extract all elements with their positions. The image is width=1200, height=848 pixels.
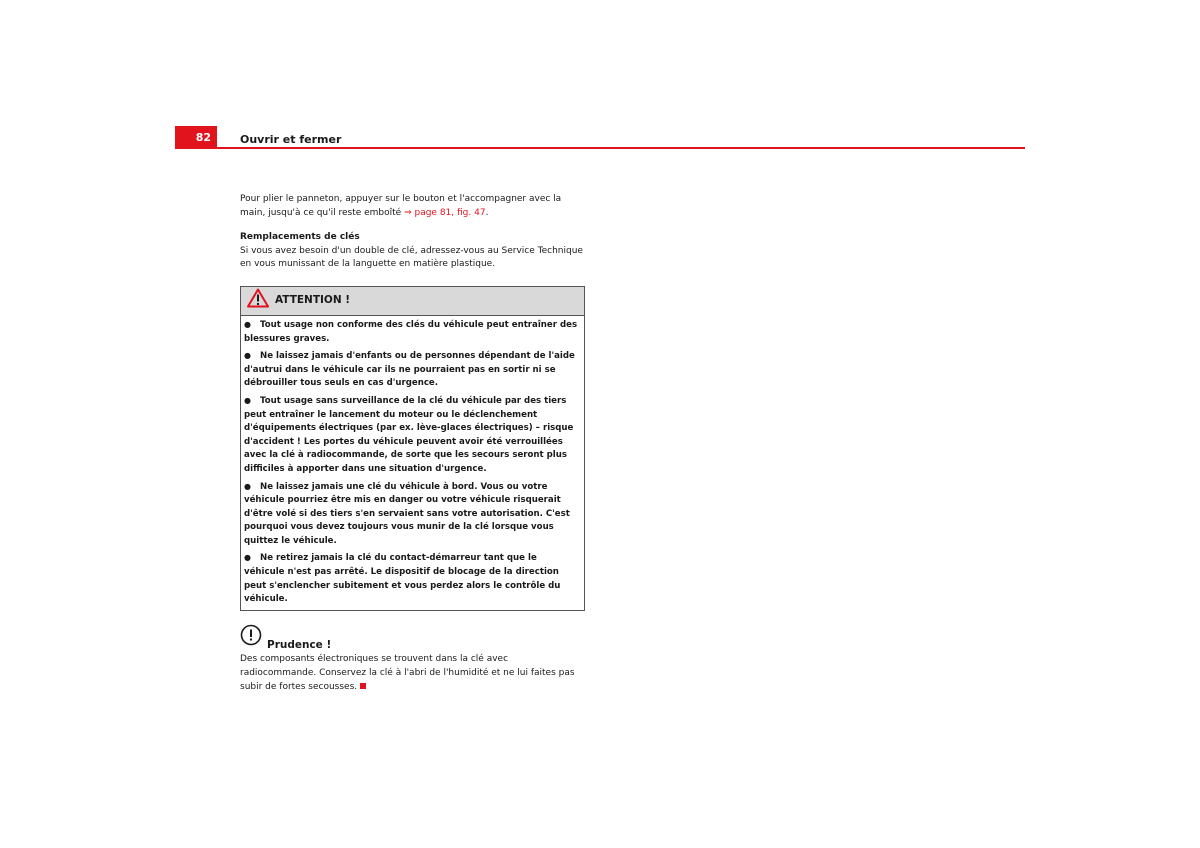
intro-text: Pour plier le panneton, appuyer sur le bouton et l'accompagner avec la main, jusqu'à ce qu'il reste emboîté [240, 194, 562, 218]
prudence-title: Prudence ! [267, 638, 332, 651]
page-reference-link[interactable]: ⇒ page 81, fig. 47 [404, 207, 486, 218]
warning-box [240, 286, 585, 611]
bullet-icon: ● [244, 319, 251, 329]
warning-item-text: Ne retirez jamais la clé du contact-démarreur tant que le véhicule n'est pas arrêté. Le dispositif de blocage de la direction peut s'enclencher subitement et vous perdez alors le contrôle du véhicule. [244, 553, 561, 605]
warning-header [241, 287, 584, 316]
warning-item-text: Tout usage non conforme des clés du véhicule peut entraîner des blessures graves. [244, 319, 578, 344]
warning-triangle-icon [247, 288, 269, 314]
bullet-icon: ● [244, 553, 251, 563]
replacement-paragraph: Si vous avez besoin d'un double de clé, adressez-vous au Service Technique en vous munissant de la languette en matière plastique. [240, 245, 583, 270]
page-number [175, 126, 217, 149]
end-of-section-marker [360, 683, 366, 689]
warning-item [244, 551, 580, 606]
caution-circle-icon [240, 624, 262, 652]
content-column [240, 193, 585, 694]
warning-title: ATTENTION ! [275, 294, 351, 307]
prudence-text: Des composants électroniques se trouvent dans la clé avec radiocommande. Conservez la clé à l'abri de l'humidité et ne lui faites pas subir de fortes secousses. [240, 654, 575, 692]
chapter-title: Ouvrir et fermer [240, 133, 342, 146]
replacement-heading: Remplacements de clés [240, 232, 360, 243]
warning-item [244, 394, 580, 477]
bullet-icon: ● [244, 351, 251, 361]
warning-item [244, 318, 580, 346]
bullet-icon: ● [244, 481, 251, 491]
intro-paragraph [240, 193, 585, 220]
prudence-paragraph [240, 653, 585, 694]
prudence-header [240, 624, 585, 652]
warning-item-text: Ne laissez jamais d'enfants ou de personnes dépendant de l'aide d'autrui dans le véhicule car ils ne pourraient pas en sortir ni se débrouiller tous seuls en cas d'urgence. [244, 351, 575, 389]
header-rule [217, 147, 1025, 149]
warning-item-text: Tout usage sans surveillance de la clé du véhicule par des tiers peut entraîner le lancement du moteur ou le déclenchement d'équipements électriques (par ex. lève-glaces électriques) – risque d'accident ! Les portes du véhicule peuvent avoir été verrouillées avec la clé à radiocommande, de sorte que les secours seront plus difficiles à apporter dans une situation d'urgence. [244, 395, 574, 474]
warning-body [241, 316, 584, 610]
bullet-icon: ● [244, 395, 251, 405]
warning-item [244, 349, 580, 391]
intro-end: . [485, 207, 489, 218]
warning-item [244, 480, 580, 549]
warning-item-text: Ne laissez jamais une clé du véhicule à bord. Vous ou votre véhicule pourriez être mis en danger ou votre véhicule risquerait d'être volé si des tiers s'en servaient sans votre autorisation. C'est pourquoi vous devez toujours vous munir de la clé lorsque vous quittez le véhicule. [244, 481, 570, 546]
page-number-text: 82 [195, 131, 211, 144]
